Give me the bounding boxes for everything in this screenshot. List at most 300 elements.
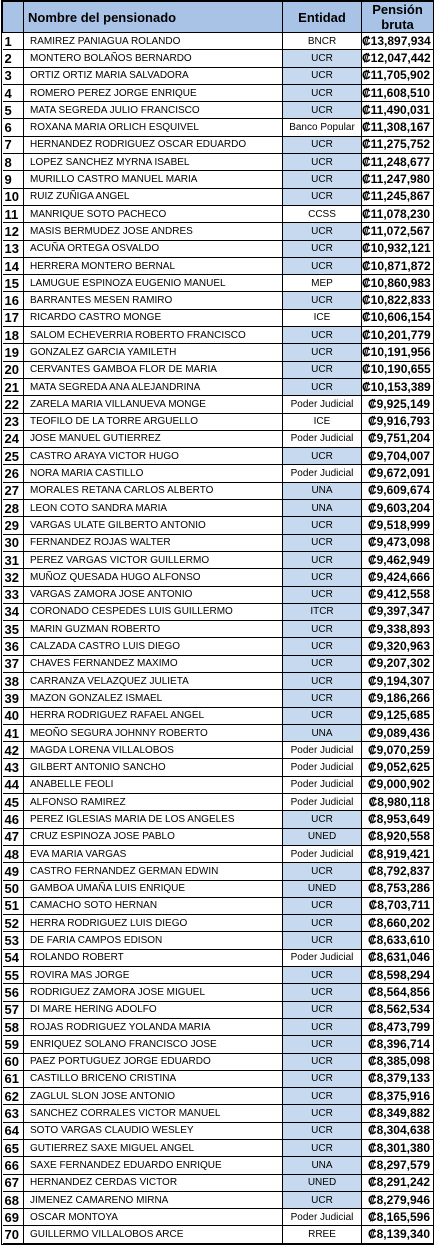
table-row xyxy=(3,897,434,914)
pensioner-name: MEOÑO SEGURA JOHNNY ROBERTO xyxy=(24,724,283,741)
entity-cell: UCR xyxy=(283,171,362,188)
row-number: 62 xyxy=(3,1088,24,1105)
pension-amount: ₡8,279,946 xyxy=(362,1191,434,1208)
row-number: 19 xyxy=(3,344,24,361)
row-number: 57 xyxy=(3,1001,24,1018)
entity-cell: Poder Judicial xyxy=(283,845,362,862)
pensioner-name: PAEZ PORTUGUEZ JORGE EDUARDO xyxy=(24,1053,283,1070)
entity-cell: UCR xyxy=(283,534,362,551)
entity-cell: Poder Judicial xyxy=(283,1209,362,1226)
row-number: 5 xyxy=(3,102,24,119)
entity-cell: UCR xyxy=(283,188,362,205)
row-number: 4 xyxy=(3,84,24,101)
row-number: 40 xyxy=(3,707,24,724)
pension-amount: ₡11,078,230 xyxy=(362,205,434,222)
entity-cell: UCR xyxy=(283,257,362,274)
pension-amount: ₡8,703,711 xyxy=(362,897,434,914)
pensioner-name: ORTIZ ORTIZ MARIA SALVADORA xyxy=(24,67,283,84)
table-row xyxy=(3,742,434,759)
row-number: 7 xyxy=(3,136,24,153)
table-row xyxy=(3,344,434,361)
pension-amount: ₡10,606,154 xyxy=(362,309,434,326)
pensioner-name: MONTERO BOLAÑOS BERNARDO xyxy=(24,50,283,67)
entity-cell: BNCR xyxy=(283,33,362,50)
pension-amount: ₡11,490,031 xyxy=(362,102,434,119)
pension-amount: ₡9,424,666 xyxy=(362,569,434,586)
pensioner-name: PEREZ VARGAS VICTOR GUILLERMO xyxy=(24,551,283,568)
pensioner-name: LEON COTO SANDRA MARIA xyxy=(24,500,283,517)
row-number: 23 xyxy=(3,413,24,430)
table-row xyxy=(3,448,434,465)
table-row xyxy=(3,1122,434,1139)
entity-cell: UCR xyxy=(283,1001,362,1018)
table-row xyxy=(3,724,434,741)
entity-cell: UCR xyxy=(283,292,362,309)
table-row xyxy=(3,707,434,724)
row-number: 20 xyxy=(3,361,24,378)
table-row xyxy=(3,672,434,689)
header-name: Nombre del pensionado xyxy=(24,2,283,33)
table-row xyxy=(3,84,434,101)
pension-amount: ₡9,473,098 xyxy=(362,534,434,551)
table-row xyxy=(3,984,434,1001)
pension-amount: ₡8,375,916 xyxy=(362,1088,434,1105)
pensioner-name: SAXE FERNANDEZ EDUARDO ENRIQUE xyxy=(24,1157,283,1174)
table-header xyxy=(3,2,434,33)
pensioner-name: CASTRO FERNANDEZ GERMAN EDWIN xyxy=(24,863,283,880)
pension-amount: ₡11,245,867 xyxy=(362,188,434,205)
pensioner-name: EVA MARIA VARGAS xyxy=(24,845,283,862)
table-row xyxy=(3,1174,434,1191)
table-row xyxy=(3,1088,434,1105)
row-number: 11 xyxy=(3,205,24,222)
table-row xyxy=(3,1105,434,1122)
header-pension: Pensión bruta xyxy=(362,2,434,33)
pensioner-name: RODRIGUEZ ZAMORA JOSE MIGUEL xyxy=(24,984,283,1001)
entity-cell: UCR xyxy=(283,811,362,828)
row-number: 25 xyxy=(3,448,24,465)
pension-amount: ₡9,916,793 xyxy=(362,413,434,430)
table-row xyxy=(3,327,434,344)
pension-amount: ₡11,705,902 xyxy=(362,67,434,84)
pensioner-name: CASTILLO BRICENO CRISTINA xyxy=(24,1070,283,1087)
entity-cell: Banco Popular xyxy=(283,119,362,136)
entity-cell: UNED xyxy=(283,880,362,897)
pensioner-name: HERRERA MONTERO BERNAL xyxy=(24,257,283,274)
pension-amount: ₡9,397,347 xyxy=(362,603,434,620)
row-number: 8 xyxy=(3,154,24,171)
table-row xyxy=(3,638,434,655)
pensioner-name: BARRANTES MESEN RAMIRO xyxy=(24,292,283,309)
entity-cell: UCR xyxy=(283,344,362,361)
pension-amount: ₡9,751,204 xyxy=(362,430,434,447)
row-number: 42 xyxy=(3,742,24,759)
pensioner-name: GAMBOA UMAÑA LUIS ENRIQUE xyxy=(24,880,283,897)
table-row xyxy=(3,880,434,897)
pensioner-name: MORALES RETANA CARLOS ALBERTO xyxy=(24,482,283,499)
table-row xyxy=(3,517,434,534)
pension-amount: ₡9,609,674 xyxy=(362,482,434,499)
pensioner-name: ROJAS RODRIGUEZ YOLANDA MARIA xyxy=(24,1018,283,1035)
row-number: 45 xyxy=(3,794,24,811)
table-row xyxy=(3,932,434,949)
row-number: 41 xyxy=(3,724,24,741)
row-number: 2 xyxy=(3,50,24,67)
pensioner-name: DE FARIA CAMPOS EDISON xyxy=(24,932,283,949)
table-row xyxy=(3,67,434,84)
pension-amount: ₡9,603,204 xyxy=(362,500,434,517)
pensioner-name: RAMIREZ PANIAGUA ROLANDO xyxy=(24,33,283,50)
entity-cell: UCR xyxy=(283,378,362,395)
row-number: 61 xyxy=(3,1070,24,1087)
pensioner-name: HERNANDEZ RODRIGUEZ OSCAR EDUARDO xyxy=(24,136,283,153)
table-row xyxy=(3,1191,434,1208)
pension-amount: ₡9,194,307 xyxy=(362,672,434,689)
pension-amount: ₡8,291,242 xyxy=(362,1174,434,1191)
pension-amount: ₡10,932,121 xyxy=(362,240,434,257)
pensioner-name: CRUZ ESPINOZA JOSE PABLO xyxy=(24,828,283,845)
pension-amount: ₡11,275,752 xyxy=(362,136,434,153)
pensioner-name: ENRIQUEZ SOLANO FRANCISCO JOSE xyxy=(24,1036,283,1053)
pension-amount: ₡8,919,421 xyxy=(362,845,434,862)
entity-cell: UCR xyxy=(283,1070,362,1087)
pensioner-name: ROVIRA MAS JORGE xyxy=(24,967,283,984)
entity-cell: UCR xyxy=(283,448,362,465)
row-number: 37 xyxy=(3,655,24,672)
row-number: 3 xyxy=(3,67,24,84)
pensioner-name: ANABELLE FEOLI xyxy=(24,776,283,793)
row-number: 32 xyxy=(3,569,24,586)
pensioner-name: FERNANDEZ ROJAS WALTER xyxy=(24,534,283,551)
pension-amount: ₡11,247,980 xyxy=(362,171,434,188)
entity-cell: UCR xyxy=(283,67,362,84)
table-row xyxy=(3,500,434,517)
pension-amount: ₡11,308,167 xyxy=(362,119,434,136)
pension-amount: ₡10,871,872 xyxy=(362,257,434,274)
pension-amount: ₡9,672,091 xyxy=(362,465,434,482)
pensioner-name: RUIZ ZUÑIGA ANGEL xyxy=(24,188,283,205)
entity-cell: Poder Judicial xyxy=(283,430,362,447)
pension-amount: ₡11,072,567 xyxy=(362,223,434,240)
entity-cell: UNA xyxy=(283,482,362,499)
header-entity: Entidad xyxy=(283,2,362,33)
pension-amount: ₡8,139,340 xyxy=(362,1226,434,1243)
pension-amount: ₡9,518,999 xyxy=(362,517,434,534)
row-number: 26 xyxy=(3,465,24,482)
pension-amount: ₡11,248,677 xyxy=(362,154,434,171)
table-row xyxy=(3,413,434,430)
table-row xyxy=(3,154,434,171)
row-number: 52 xyxy=(3,915,24,932)
row-number: 59 xyxy=(3,1036,24,1053)
pension-amount: ₡8,660,202 xyxy=(362,915,434,932)
entity-cell: UCR xyxy=(283,1053,362,1070)
table-row xyxy=(3,205,434,222)
row-number: 16 xyxy=(3,292,24,309)
entity-cell: UCR xyxy=(283,1036,362,1053)
table-row xyxy=(3,1036,434,1053)
header-number xyxy=(3,2,24,33)
pensioner-name: VARGAS ZAMORA JOSE ANTONIO xyxy=(24,586,283,603)
row-number: 21 xyxy=(3,378,24,395)
row-number: 55 xyxy=(3,967,24,984)
entity-cell: UCR xyxy=(283,638,362,655)
table-row xyxy=(3,1001,434,1018)
entity-cell: UCR xyxy=(283,932,362,949)
entity-cell: UCR xyxy=(283,915,362,932)
table-row xyxy=(3,240,434,257)
row-number: 38 xyxy=(3,672,24,689)
row-number: 17 xyxy=(3,309,24,326)
pension-amount: ₡8,385,098 xyxy=(362,1053,434,1070)
table-row xyxy=(3,915,434,932)
pension-amount: ₡10,191,956 xyxy=(362,344,434,361)
entity-cell: UCR xyxy=(283,1105,362,1122)
pensioner-name: CERVANTES GAMBOA FLOR DE MARIA xyxy=(24,361,283,378)
entity-cell: UNED xyxy=(283,1174,362,1191)
entity-cell: UCR xyxy=(283,1122,362,1139)
row-number: 53 xyxy=(3,932,24,949)
table-row xyxy=(3,119,434,136)
entity-cell: RREE xyxy=(283,1226,362,1243)
pension-amount: ₡8,753,286 xyxy=(362,880,434,897)
entity-cell: UCR xyxy=(283,967,362,984)
table-row xyxy=(3,655,434,672)
row-number: 51 xyxy=(3,897,24,914)
entity-cell: UCR xyxy=(283,569,362,586)
table-row xyxy=(3,482,434,499)
row-number: 58 xyxy=(3,1018,24,1035)
entity-cell: UCR xyxy=(283,361,362,378)
pensioner-name: CORONADO CESPEDES LUIS GUILLERMO xyxy=(24,603,283,620)
pension-amount: ₡10,153,389 xyxy=(362,378,434,395)
entity-cell: Poder Judicial xyxy=(283,794,362,811)
pension-table xyxy=(2,1,434,1244)
pension-amount: ₡9,462,949 xyxy=(362,551,434,568)
pensioner-name: CASTRO ARAYA VICTOR HUGO xyxy=(24,448,283,465)
pensioner-name: LOPEZ SANCHEZ MYRNA ISABEL xyxy=(24,154,283,171)
entity-cell: ITCR xyxy=(283,603,362,620)
pension-amount: ₡9,000,902 xyxy=(362,776,434,793)
entity-cell: UNED xyxy=(283,828,362,845)
entity-cell: Poder Judicial xyxy=(283,759,362,776)
entity-cell: Poder Judicial xyxy=(283,776,362,793)
entity-cell: UNA xyxy=(283,1157,362,1174)
pension-amount: ₡8,297,579 xyxy=(362,1157,434,1174)
pension-amount: ₡8,562,534 xyxy=(362,1001,434,1018)
pensioner-name: SOTO VARGAS CLAUDIO WESLEY xyxy=(24,1122,283,1139)
entity-cell: UCR xyxy=(283,50,362,67)
pension-amount: ₡8,379,133 xyxy=(362,1070,434,1087)
pension-amount: ₡11,608,510 xyxy=(362,84,434,101)
table-row xyxy=(3,1140,434,1157)
pensioner-name: OSCAR MONTOYA xyxy=(24,1209,283,1226)
pensioner-name: SANCHEZ CORRALES VICTOR MANUEL xyxy=(24,1105,283,1122)
pension-amount: ₡8,920,558 xyxy=(362,828,434,845)
pensioner-name: HERRA RODRIGUEZ RAFAEL ANGEL xyxy=(24,707,283,724)
pensioner-name: ALFONSO RAMIREZ xyxy=(24,794,283,811)
table-row xyxy=(3,1018,434,1035)
pensioner-name: MASIS BERMUDEZ JOSE ANDRES xyxy=(24,223,283,240)
row-number: 10 xyxy=(3,188,24,205)
table-row xyxy=(3,396,434,413)
entity-cell: UCR xyxy=(283,1018,362,1035)
pensioner-name: NORA MARIA CASTILLO xyxy=(24,465,283,482)
table-row xyxy=(3,430,434,447)
row-number: 27 xyxy=(3,482,24,499)
row-number: 50 xyxy=(3,880,24,897)
table-row xyxy=(3,102,434,119)
table-row xyxy=(3,863,434,880)
pensioner-name: ACUÑA ORTEGA OSVALDO xyxy=(24,240,283,257)
row-number: 18 xyxy=(3,327,24,344)
pensioner-name: MUÑOZ QUESADA HUGO ALFONSO xyxy=(24,569,283,586)
row-number: 44 xyxy=(3,776,24,793)
row-number: 68 xyxy=(3,1191,24,1208)
table-row xyxy=(3,967,434,984)
table-row xyxy=(3,171,434,188)
table-row xyxy=(3,465,434,482)
table-row xyxy=(3,136,434,153)
row-number: 39 xyxy=(3,690,24,707)
pension-amount: ₡9,925,149 xyxy=(362,396,434,413)
row-number: 47 xyxy=(3,828,24,845)
pensioner-name: GONZALEZ GARCIA YAMILETH xyxy=(24,344,283,361)
row-number: 28 xyxy=(3,500,24,517)
table-row xyxy=(3,845,434,862)
row-number: 48 xyxy=(3,845,24,862)
entity-cell: UCR xyxy=(283,102,362,119)
pension-amount: ₡8,301,380 xyxy=(362,1140,434,1157)
table-row xyxy=(3,1226,434,1243)
row-number: 9 xyxy=(3,171,24,188)
entity-cell: UCR xyxy=(283,240,362,257)
pensioner-name: GUTIERREZ SAXE MIGUEL ANGEL xyxy=(24,1140,283,1157)
header-row xyxy=(3,2,434,33)
table-row xyxy=(3,1053,434,1070)
table-row xyxy=(3,690,434,707)
entity-cell: UCR xyxy=(283,136,362,153)
table-row xyxy=(3,292,434,309)
row-number: 66 xyxy=(3,1157,24,1174)
row-number: 29 xyxy=(3,517,24,534)
table-row xyxy=(3,361,434,378)
entity-cell: UCR xyxy=(283,672,362,689)
table-row xyxy=(3,257,434,274)
pensioner-name: MURILLO CASTRO MANUEL MARIA xyxy=(24,171,283,188)
pension-amount: ₡8,792,837 xyxy=(362,863,434,880)
pensioner-name: ROMERO PEREZ JORGE ENRIQUE xyxy=(24,84,283,101)
row-number: 31 xyxy=(3,551,24,568)
table-row xyxy=(3,586,434,603)
pension-amount: ₡8,165,596 xyxy=(362,1209,434,1226)
table-row xyxy=(3,949,434,966)
row-number: 34 xyxy=(3,603,24,620)
row-number: 54 xyxy=(3,949,24,966)
entity-cell: UCR xyxy=(283,327,362,344)
pension-amount: ₡8,631,046 xyxy=(362,949,434,966)
table-row xyxy=(3,551,434,568)
pension-amount: ₡9,070,259 xyxy=(362,742,434,759)
pensioner-name: CARRANZA VELAZQUEZ JULIETA xyxy=(24,672,283,689)
row-number: 67 xyxy=(3,1174,24,1191)
pension-amount: ₡8,349,882 xyxy=(362,1105,434,1122)
row-number: 35 xyxy=(3,621,24,638)
row-number: 70 xyxy=(3,1226,24,1243)
entity-cell: UCR xyxy=(283,655,362,672)
table-row xyxy=(3,776,434,793)
pension-amount: ₡12,047,442 xyxy=(362,50,434,67)
row-number: 14 xyxy=(3,257,24,274)
row-number: 60 xyxy=(3,1053,24,1070)
entity-cell: UNA xyxy=(283,500,362,517)
pensioner-name: PEREZ IGLESIAS MARIA DE LOS ANGELES xyxy=(24,811,283,828)
pension-amount: ₡9,052,625 xyxy=(362,759,434,776)
entity-cell: UCR xyxy=(283,154,362,171)
entity-cell: UCR xyxy=(283,863,362,880)
pensioner-name: RICARDO CASTRO MONGE xyxy=(24,309,283,326)
pension-amount: ₡13,897,934 xyxy=(362,33,434,50)
pensioner-name: VARGAS ULATE GILBERTO ANTONIO xyxy=(24,517,283,534)
pensioner-name: HERRA RODRIGUEZ LUIS DIEGO xyxy=(24,915,283,932)
row-number: 33 xyxy=(3,586,24,603)
table-row xyxy=(3,811,434,828)
pensioner-name: MATA SEGREDA ANA ALEJANDRINA xyxy=(24,378,283,395)
pension-amount: ₡10,190,655 xyxy=(362,361,434,378)
entity-cell: ICE xyxy=(283,413,362,430)
pensioner-name: CHAVES FERNANDEZ MAXIMO xyxy=(24,655,283,672)
row-number: 13 xyxy=(3,240,24,257)
entity-cell: UCR xyxy=(283,517,362,534)
pensioner-name: HERNANDEZ CERDAS VICTOR xyxy=(24,1174,283,1191)
pensioner-name: ZARELA MARIA VILLANUEVA MONGE xyxy=(24,396,283,413)
entity-cell: UCR xyxy=(283,707,362,724)
pension-amount: ₡8,396,714 xyxy=(362,1036,434,1053)
table-row xyxy=(3,188,434,205)
pensioner-name: ROLANDO ROBERT xyxy=(24,949,283,966)
pensioner-name: MATA SEGREDA JULIO FRANCISCO xyxy=(24,102,283,119)
pensioner-name: DI MARE HERING ADOLFO xyxy=(24,1001,283,1018)
pensioner-name: SALOM ECHEVERRIA ROBERTO FRANCISCO xyxy=(24,327,283,344)
row-number: 36 xyxy=(3,638,24,655)
pension-amount: ₡9,207,302 xyxy=(362,655,434,672)
pensioner-name: MAZON GONZALEZ ISMAEL xyxy=(24,690,283,707)
pension-amount: ₡10,201,779 xyxy=(362,327,434,344)
pension-amount: ₡9,186,266 xyxy=(362,690,434,707)
pension-amount: ₡9,125,685 xyxy=(362,707,434,724)
pension-amount: ₡8,473,799 xyxy=(362,1018,434,1035)
pension-amount: ₡10,822,833 xyxy=(362,292,434,309)
pensioner-name: MAGDA LORENA VILLALOBOS xyxy=(24,742,283,759)
entity-cell: Poder Judicial xyxy=(283,465,362,482)
entity-cell: Poder Judicial xyxy=(283,949,362,966)
entity-cell: UCR xyxy=(283,551,362,568)
row-number: 63 xyxy=(3,1105,24,1122)
pension-amount: ₡9,704,007 xyxy=(362,448,434,465)
pension-amount: ₡10,860,983 xyxy=(362,275,434,292)
table-row xyxy=(3,1209,434,1226)
row-number: 1 xyxy=(3,33,24,50)
pensioner-name: JIMENEZ CAMARENO MIRNA xyxy=(24,1191,283,1208)
entity-cell: UCR xyxy=(283,84,362,101)
table-row xyxy=(3,275,434,292)
table-row xyxy=(3,1070,434,1087)
table-row xyxy=(3,828,434,845)
row-number: 22 xyxy=(3,396,24,413)
table-row xyxy=(3,50,434,67)
table-row xyxy=(3,309,434,326)
pensioner-name: JOSE MANUEL GUTIERREZ xyxy=(24,430,283,447)
